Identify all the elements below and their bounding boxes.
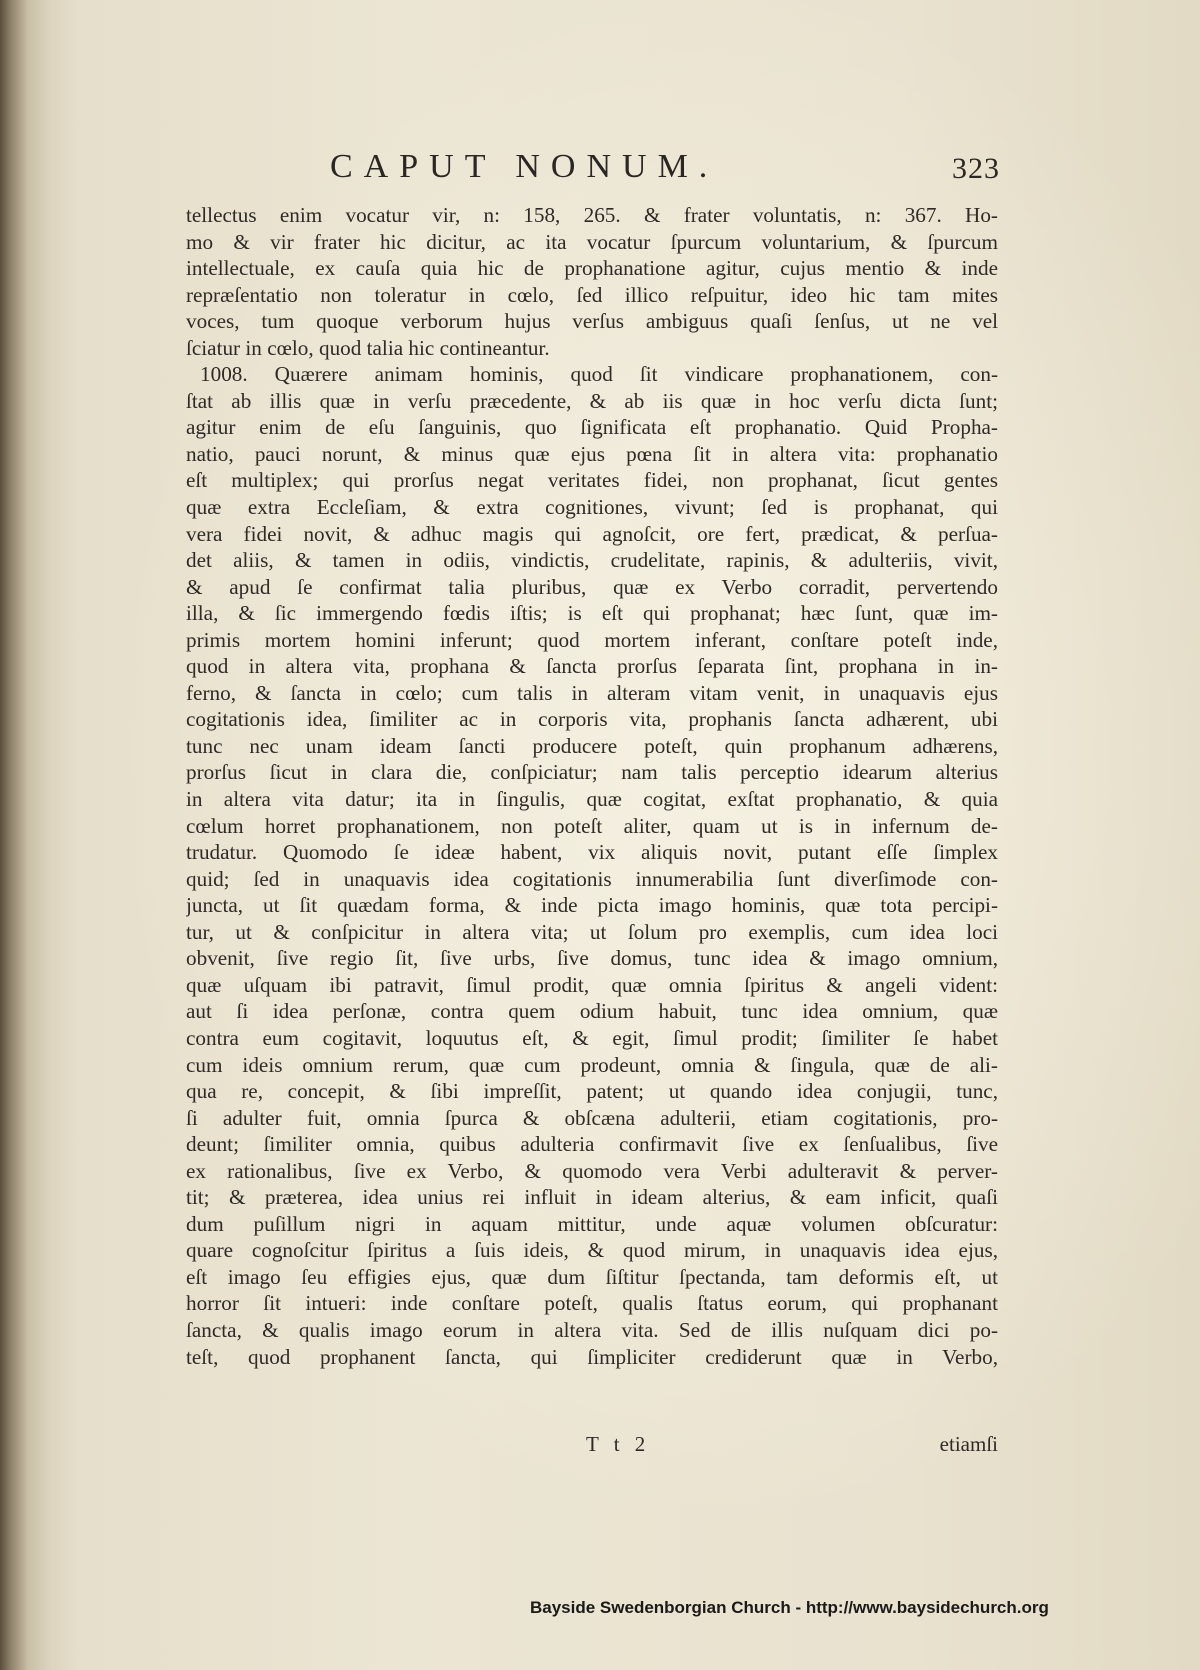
text-line: primis mortem homini inferunt; quod mortem inferant, conſtare poteſt inde, [186, 627, 998, 652]
text-line: teſt, quod prophanent ſancta, qui ſimpliciter crediderunt quæ in Verbo, [186, 1344, 998, 1369]
text-line: quid; ſed in unaquavis idea cogitationis innumerabilia ſunt diverſimode con- [186, 866, 998, 891]
text-line: 1008. Quærere animam hominis, quod ſit vindicare prophanationem, con- [200, 362, 998, 387]
text-line: vera fidei novit, & adhuc magis qui agnoſcit, ore fert, prædicat, & perſua- [186, 521, 998, 546]
text-line: prorſus ſicut in clara die, conſpiciatur; nam talis perceptio idearum alterius [186, 760, 998, 785]
text-line: quæ extra Eccleſiam, & extra cognitiones, vivunt; ſed is prophanat, qui [186, 495, 998, 520]
page-footer [186, 1432, 998, 1462]
text-line: mo & vir frater hic dicitur, ac ita vocatur ſpurcum voluntarium, & ſpurcum [186, 229, 998, 254]
text-line: juncta, ut ſit quædam forma, & inde picta imago hominis, quæ tota percipi- [186, 893, 998, 918]
text-line: dum puſillum nigri in aquam mittitur, unde aquæ volumen obſcuratur: [186, 1211, 998, 1236]
chapter-title: CAPUT NONUM. [330, 148, 719, 185]
text-line: ſtat ab illis quæ in verſu præcedente, & ab iis quæ in hoc verſu dicta ſunt; [186, 388, 998, 413]
text-line: quod in altera vita, prophana & ſancta prorſus ſeparata ſint, prophana in in- [186, 654, 998, 679]
text-line: eſt multiplex; qui prorſus negat veritates fidei, non prophanat, ſicut gentes [186, 468, 998, 493]
signature-mark: T t 2 [586, 1432, 651, 1456]
text-line: contra eum cogitavit, loquutus eſt, & egit, ſimul prodit; ſimiliter ſe habet [186, 1025, 998, 1050]
text-line: natio, pauci norunt, & minus quæ ejus pœna ſit in altera vita: prophanatio [186, 441, 998, 466]
text-line: ſciatur in cœlo, quod talia hic contineantur. [186, 335, 550, 360]
text-line: qua re, concepit, & ſibi impreſſit, patent; ut quando idea conjugii, tunc, [186, 1079, 998, 1104]
text-line: quare cognoſcitur ſpiritus a ſuis ideis, & quod mirum, in unaquavis idea ejus, [186, 1238, 998, 1263]
text-line: agitur enim de eſu ſanguinis, quo ſignificata eſt prophanatio. Quid Propha- [186, 415, 998, 440]
text-line: repræſentatio non toleratur in cœlo, ſed illico reſpuitur, ideo hic tam mites [186, 282, 998, 307]
text-line: ſi adulter fuit, omnia ſpurca & obſcæna adulterii, etiam cogitationis, pro- [186, 1105, 998, 1130]
text-line: voces, tum quoque verborum hujus verſus ambiguus quaſi ſenſus, ut ne vel [186, 309, 998, 334]
text-line: eſt imago ſeu effigies ejus, quæ dum ſiſtitur ſpectanda, tam deformis eſt, ut [186, 1264, 998, 1289]
text-line: cogitationis idea, ſimiliter ac in corporis vita, prophanis ſancta adhærent, ubi [186, 707, 998, 732]
text-line: intellectuale, ex cauſa quia hic de prophanatione agitur, cujus mentio & inde [186, 256, 998, 281]
text-line: deunt; ſimiliter omnia, quibus adulteria confirmavit ſive ex ſenſualibus, ſive [186, 1132, 998, 1157]
text-line: obvenit, ſive regio ſit, ſive urbs, ſive domus, tunc idea & imago omnium, [186, 946, 998, 971]
text-line: trudatur. Quomodo ſe ideæ habent, vix aliquis novit, putant eſſe ſimplex [186, 840, 998, 865]
text-line: horror ſit intueri: inde conſtare poteſt, qualis ſtatus eorum, qui prophanant [186, 1291, 998, 1316]
running-head [180, 148, 1000, 188]
body-text [186, 202, 998, 1370]
text-line: ferno, & ſancta in cœlo; cum talis in alteram vitam venit, in unaquavis ejus [186, 680, 998, 705]
text-line: cum ideis omnium rerum, quæ cum prodeunt, omnia & ſingula, quæ de ali- [186, 1052, 998, 1077]
text-line: quæ uſquam ibi patravit, ſimul prodit, quæ omnia ſpiritus & angeli vident: [186, 972, 998, 997]
text-line: ex rationalibus, ſive ex Verbo, & quomodo vera Verbi adulteravit & perver- [186, 1158, 998, 1183]
text-line: tellectus enim vocatur vir, n: 158, 265. & frater voluntatis, n: 367. Ho- [186, 203, 998, 227]
text-line: in altera vita datur; ita in ſingulis, quæ cogitat, exſtat prophanatio, & quia [186, 787, 998, 812]
page-number: 323 [952, 152, 1000, 185]
text-line: illa, & ſic immergendo fœdis iſtis; is eſt qui prophanat; hæc ſunt, quæ im- [186, 601, 998, 626]
text-line: cœlum horret prophanationem, non poteſt aliter, quam ut is in infernum de- [186, 813, 998, 838]
text-line: tit; & præterea, idea unius rei influit in ideam alterius, & eam inficit, quaſi [186, 1185, 998, 1210]
text-line: tunc nec unam ideam ſancti producere poteſt, quin prophanum adhærens, [186, 733, 998, 758]
text-line: aut ſi idea perſonæ, contra quem odium habuit, tunc idea omnium, quæ [186, 999, 998, 1024]
text-line: & apud ſe confirmat talia pluribus, quæ ex Verbo corradit, pervertendo [186, 574, 998, 599]
catchword: etiamſi [939, 1432, 998, 1456]
text-line: ſancta, & qualis imago eorum in altera vita. Sed de illis nuſquam dici po- [186, 1317, 998, 1342]
text-line: tur, ut & conſpicitur in altera vita; ut ſolum pro exemplis, cum idea loci [186, 919, 998, 944]
text-line: det aliis, & tamen in odiis, vindictis, crudelitate, rapinis, & adulteriis, vivit, [186, 548, 998, 573]
watermark-text: Bayside Swedenborgian Church - http://www.baysidechurch.org [530, 1598, 1049, 1617]
